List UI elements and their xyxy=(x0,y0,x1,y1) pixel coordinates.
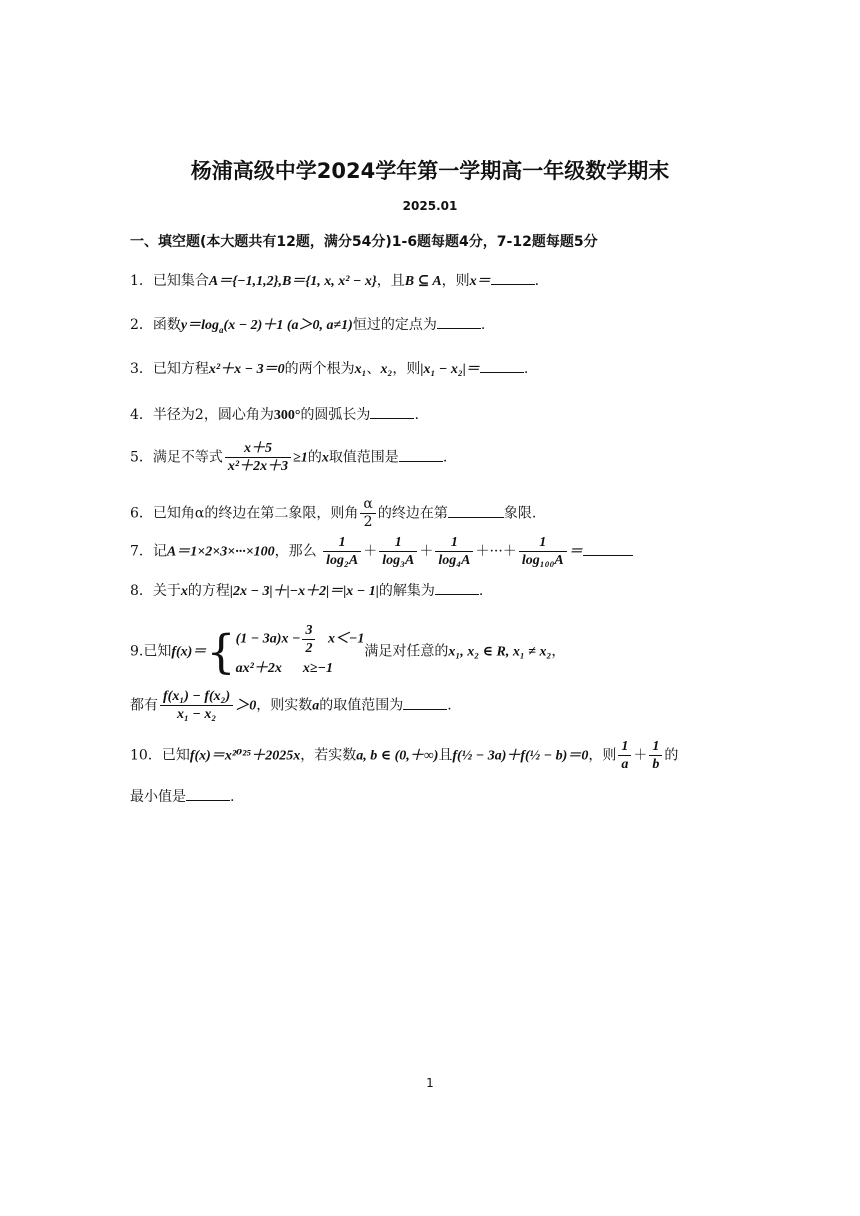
reciprocal-b: $\frac{1}{b}$ xyxy=(649,738,662,773)
piecewise-brace: { xyxy=(206,624,236,679)
answer-blank xyxy=(403,695,447,710)
log-fraction-3: $\frac{1}{\text{log₃A}}$ xyxy=(379,534,417,569)
answer-blank xyxy=(583,541,633,556)
half-angle-fraction: $\frac{\alpha}{2}$ xyxy=(360,496,375,531)
answer-blank xyxy=(186,786,230,801)
answer-blank xyxy=(480,358,524,373)
log-fraction-100: $\frac{1}{\text{log₁₀₀A}}$ xyxy=(519,534,567,569)
answer-blank xyxy=(370,404,414,419)
question-7: 7．记A＝1×2×3×···×100，那么 $\frac{1}{\text{log₂A}}$ ＋ $\frac{1}{\text{log₃A}}$ ＋ $\frac{1}{\text{log₄A}}$ ＋···＋ $\frac{1}{\text{log₁₀₀A}}$ ＝ xyxy=(130,534,633,569)
answer-blank xyxy=(399,447,443,462)
question-9: 9.已知f(x)＝{ (1 − 3a)x − $\frac{3}{2}$ x＜−1 ax²＋2x x≥−1 满足对任意的x₁, x₂ ∈ R, x₁ ≠ x₂， xyxy=(130,622,565,681)
question-3: 3．已知方程x²＋x − 3＝0的两个根为x₁、x₂，则|x₁ − x₂|＝ . xyxy=(130,358,528,380)
question-6: 6．已知角α的终边在第二象限，则角 $\frac{\alpha}{2}$ 的终边在第 象限. xyxy=(130,496,537,530)
question-2: 2．函数$y=\log_a(x - 2)+1$ (a＞0, a≠1)恒过的定点为 . xyxy=(130,314,485,340)
difference-quotient: $\frac{\text{f(x₁) − f(x₂)}}{\text{x₁ − x₂}}$ xyxy=(160,688,233,723)
piecewise-cases: (1 − 3a)x − $\frac{3}{2}$ x＜−1 ax²＋2x x≥−1 xyxy=(235,623,365,676)
exam-title: 杨浦高级中学2024学年第一学期高一年级数学期末 xyxy=(190,159,670,183)
question-5: 5．满足不等式 $\frac{x+5}{\text{x²＋2x＋3}}$ ≥1的x取值范围是 . xyxy=(130,441,448,474)
section-heading: 一、填空题(本大题共有12题，满分54分)1-6题每题4分，7-12题每题5分 xyxy=(130,234,598,250)
page-number: 1 xyxy=(426,1076,434,1090)
inequality-fraction: $\frac{x+5}{\text{x²＋2x＋3}}$ xyxy=(225,440,291,475)
reciprocal-a: $\frac{1}{a}$ xyxy=(618,738,631,773)
question-1: 1．已知集合A＝{−1,1,2},B＝{1, x, x² − x}，且B ⊆ A，则x＝ . xyxy=(130,270,539,292)
answer-blank xyxy=(435,580,479,595)
log-fraction-4: $\frac{1}{\text{log₄A}}$ xyxy=(435,534,473,569)
exam-date: 2025.01 xyxy=(402,199,458,213)
answer-blank xyxy=(437,314,481,329)
question-8: 8．关于x的方程|2x − 3|＋|−x＋2|＝|x − 1|的解集为 . xyxy=(130,580,483,602)
question-10-continued: 最小值是 . xyxy=(130,786,234,807)
log-fraction-2: $\frac{1}{\text{log₂A}}$ xyxy=(323,534,361,569)
answer-blank xyxy=(491,270,535,285)
answer-blank xyxy=(448,503,504,518)
question-4: 4．半径为2，圆心角为300°的圆弧长为 . xyxy=(130,404,419,426)
question-10: 10．已知f(x)＝x²⁰²⁵＋2025x，若实数a, b ∈ (0,＋∞)且f(½ − 3a)＋f(½ − b)＝0，则 $\frac{1}{a}$ ＋ $\frac{1}{b}$ 的 xyxy=(130,739,679,772)
question-9-continued: 都有 $\frac{\text{f(x₁) − f(x₂)}}{\text{x₁ − x₂}}$ ＞0，则实数a的取值范围为 . xyxy=(130,689,452,722)
